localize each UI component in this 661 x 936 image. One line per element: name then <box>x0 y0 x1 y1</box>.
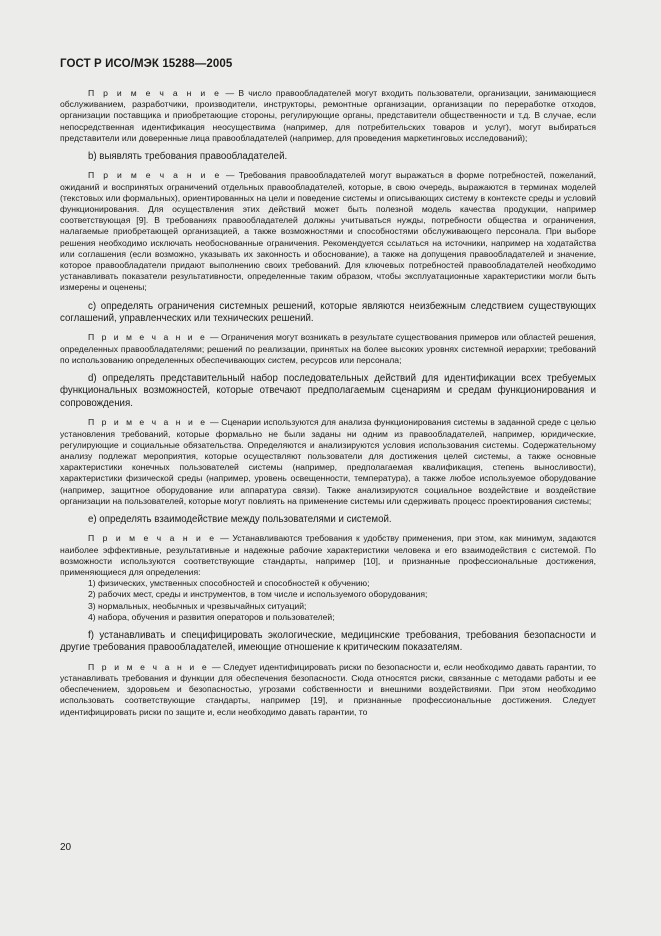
requirement-item-d: d) определять представительный набор последовательных действий для идентификации всех требуемых функциональных возможностей, которые отвечают предполагаемым сценариям и средам функционирования и сопровождения. <box>60 373 596 409</box>
note-label: П р и м е ч а н и е <box>88 332 208 343</box>
requirement-item-e: e) определять взаимодействие между пользователями и системой. <box>88 513 392 525</box>
note-paragraph <box>60 332 596 366</box>
note-paragraph <box>60 662 596 718</box>
note-text: — Сценарии используются для анализа функционирования системы в заданной среде с целью установления требований, которые формально не были заданы ни одним из правообладателей, например, юридические, регулирующие и социальные обязательства. Определяются и анализируются условия использования системы. Содержательному анализу подлежат мероприятия, которые осуществляют пользователи для достижения целей системы, а также основные характеристики конечных пользователей системы (например, предполагаемая квалификация, степень выносливости), характеристики физической среды (например, уровень освещенности, температура), а также любое используемое оборудование (например, защитное оборудование или аппаратура связи). Также анализируются социальное воздействие и воздействие организации на пользователей, которые могут повлиять на применение системы или сдерживать процесс проектирования системы; <box>60 417 596 506</box>
list-item: 4) набора, обучения и развития операторов и пользователей; <box>88 611 335 622</box>
page-number: 20 <box>60 842 72 853</box>
note-text: — Требования правообладателей могут выражаться в форме потребностей, пожеланий, ожиданий и воспринятых ограничений отдельных правообладателей, которые, в свою очередь, выражаются в терминах моделей (текстовых или формальных), ориентированных на цели и поведение системы и описывающих систему в контексте среды и условий функционирования. Для осуществления этих действий может быть полезной модель качества продукции, например соответствующая [9]. В требованиях правообладателей должны учитываться нужды, потребности общества и ограничения, налагаемые приобретающей организацией, а также возможностями и способностями обслуживающего персонала. При выборе решения необходимо исключать необоснованные ограничения. Рекомендуется ссылаться на источники, например на ходатайства или соглашения (если возможно, указывать их законность и обоснование), а также на допущения правообладателей и значение, которое правообладатели придают выполнению своих требований. Для ключевых потребностей правообладателей необходимо устанавливать показатели результативности, определенные таким образом, чтобы эксплуатационные характеристики могли быть измерены и оценены; <box>60 170 596 293</box>
note-text: — Устанавливаются требования к удобству применения, при этом, как минимум, задаются наиболее эффективные, результативные и надежные рабочие характеристики человека и его взаимодействия с системой. По возможности используются соответствующие стандарты, например [10], и признанные профессиональные достижения, применяющиеся для определения: <box>60 533 596 577</box>
note-paragraph <box>60 88 596 144</box>
note-paragraph <box>60 417 596 507</box>
page-title: ГОСТ Р ИСО/МЭК 15288—2005 <box>60 58 233 70</box>
note-label: П р и м е ч а н и е <box>88 533 217 544</box>
requirement-item-b: b) выявлять требования правообладателей. <box>88 151 288 163</box>
note-paragraph <box>60 170 596 293</box>
note-text: — Следует идентифицировать риски по безопасности и, если необходимо давать гарантии, то устанавливать требования и функции для обеспечения безопасности. Сюда относятся риски, связанные с методами работы и ее обеспечением, здоровьем и безопасностью, угрозами собственности и внешними воздействиями. При этом необходимо использовать соответствующие стандарты, например [19], и признанные профессиональные достижения. Следует идентифицировать риски по защите и, если необходимо давать гарантии, то <box>60 661 596 717</box>
page-body <box>60 88 596 725</box>
requirement-item-f: f) устанавливать и специфицировать экологические, медицинские требования, требования безопасности и другие требования правообладателей, имеющие отношение к критическим показателям. <box>60 629 596 654</box>
note-label: П р и м е ч а н и е <box>88 417 208 428</box>
note-paragraph <box>60 533 596 578</box>
numbered-list <box>60 578 596 623</box>
note-label: П р и м е ч а н и е <box>88 88 222 98</box>
note-label: П р и м е ч а н и е <box>88 170 222 181</box>
list-item: 3) нормальных, необычных и чрезвычайных ситуаций; <box>88 600 307 611</box>
list-item: 2) рабочих мест, среды и инструментов, в том числе и используемого оборудования; <box>88 589 428 600</box>
requirement-item-c: c) определять ограничения системных решений, которые являются неизбежным следствием существующих соглашений, управленческих или технических решений. <box>60 300 596 325</box>
note-text: — В число правообладателей могут входить пользователи, организации, занимающиеся обслуживанием, разработчики, производители, инструкторы, ремонтные организации, организации по переработке отходов, организации поставщика и приобретающие стороны, регулирующие органы, представители общественности и т.д. В случае, если непосредственная идентификация неосуществима (например, для потребительских товаров и услуг), могут выбираться представители или доверенные лица правообладателей (например, для проведения маркетинговых исследований); <box>60 88 596 143</box>
note-text: — Ограничения могут возникать в результате существования примеров или областей решения, определенных правообладателями; решений по реализации, принятых на более высоких уровнях системной иерархии; требований по использованию определенных обеспечивающих систем, ресурсов или персонала; <box>60 332 596 365</box>
note-label: П р и м е ч а н и е <box>88 661 210 672</box>
list-item: 1) физических, умственных способностей и способностей к обучению; <box>88 578 370 589</box>
